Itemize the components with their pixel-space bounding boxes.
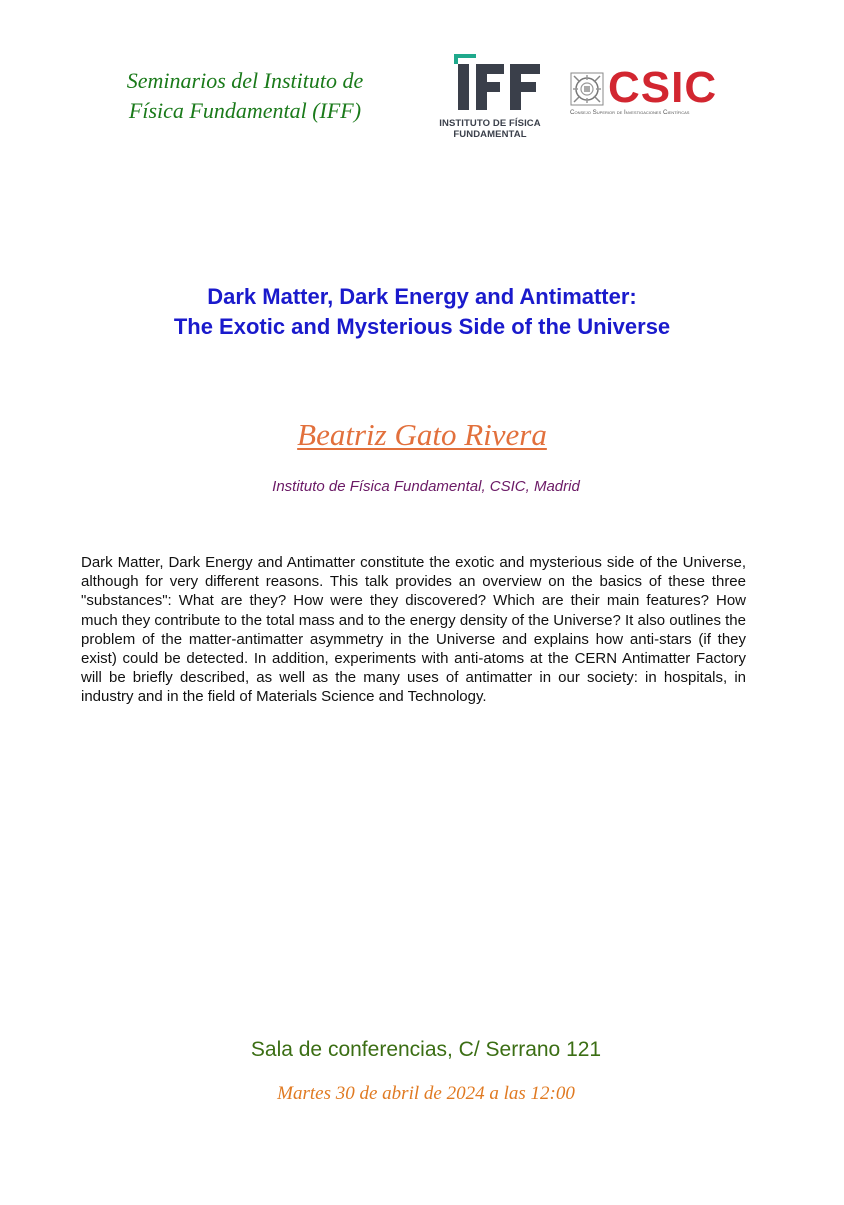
csic-seal-icon [570,72,604,106]
speaker-name-link[interactable]: Beatriz Gato Rivera [297,417,547,452]
iff-logo-caption [436,118,544,140]
iff-logo-mark-icon [452,54,542,112]
talk-title-line-2: The Exotic and Mysterious Side of the Universe [173,314,671,339]
talk-abstract: Dark Matter, Dark Energy and Antimatter constitute the exotic and mysterious side of the Universe, although for very different reasons. This talk provides an overview on the basics of these three "substances": What are they? How were they discovered? Which are their main features? How much they contribute to the total mass and to the energy density of the Universe? It also outlines the problem of the matter-antimatter asymmetry in the Universe and explains how anti-stars (if they exist) could be detected. In addition, experiments with anti-atoms at the CERN Antimatter Factory will be briefly described, as well as the many uses of antimatter in our society: in hospitals, in industry and in the field of Materials Science and Technology. [81,554,746,706]
iff-logo [436,50,544,142]
talk-title-line-1: Dark Matter, Dark Energy and Antimatter: [207,284,637,309]
seminar-series-line-2: Física Fundamental (IFF) [128,98,362,123]
iff-caption-line-1: INSTITUTO DE FÍSICA [439,118,541,129]
talk-title [0,282,844,342]
iff-caption-line-2: FUNDAMENTAL [453,129,527,140]
talk-date: Martes 30 de abril de 2024 a las 12:00 [277,1083,575,1104]
csic-logo-caption: Consejo Superior de Investigaciones Científicas [570,109,690,116]
csic-logo [568,63,758,120]
venue: Sala de conferencias, C/ Serrano 121 [250,1038,602,1061]
speaker-name-container [0,416,844,454]
speaker-affiliation: Instituto de Física Fundamental, CSIC, Madrid [272,478,580,495]
csic-wordmark: CSIC [608,63,718,112]
seminar-series-line-1: Seminarios del Instituto de [126,68,364,93]
seminar-series-title [100,66,390,126]
